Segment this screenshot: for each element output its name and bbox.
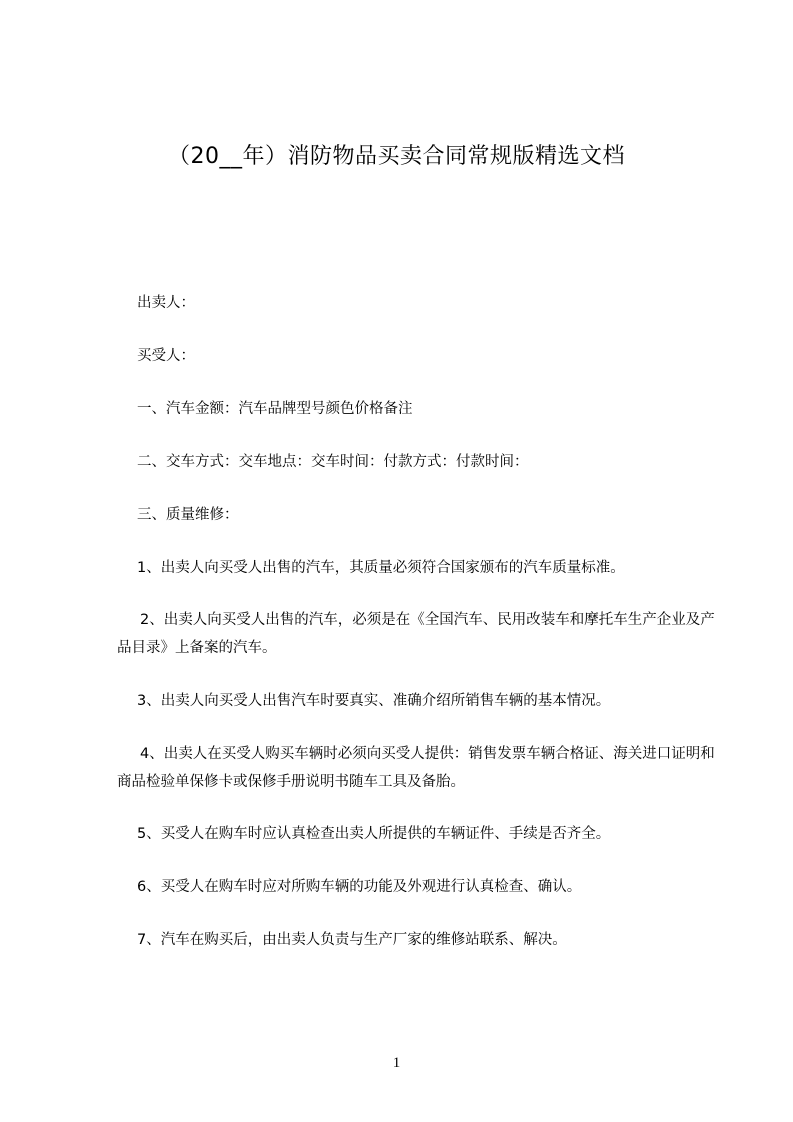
paragraph-buyer: 买受人： xyxy=(137,348,195,364)
paragraph-section-3: 三、质量维修： xyxy=(137,507,239,523)
paragraph-clause-2: 2、出卖人向买受人出售的汽车，必须是在《全国汽车、民用改装车和摩托车生产企业及产品目录》上备案的汽车。 xyxy=(117,612,715,656)
paragraph-clause-1: 1、出卖人向买受人出售的汽车，其质量必须符合国家颁布的汽车质量标准。 xyxy=(137,560,625,576)
paragraph-clause-3: 3、出卖人向买受人出售汽车时要真实、准确介绍所销售车辆的基本情况。 xyxy=(137,693,611,709)
paragraph-section-1: 一、汽车金额：汽车品牌型号颜色价格备注 xyxy=(137,401,413,417)
page-number: 1 xyxy=(392,1055,401,1071)
paragraph-clause-4: 4、出卖人在买受人购买车辆时必须向买受人提供：销售发票车辆合格证、海关进口证明和商品检验单保修卡或保修手册说明书随车工具及备胎。 xyxy=(117,746,715,790)
document-title: （20__年）消防物品买卖合同常规版精选文档 xyxy=(168,144,625,169)
paragraph-clause-7: 7、汽车在购买后，由出卖人负责与生产厂家的维修站联系、解决。 xyxy=(137,932,567,948)
paragraph-clause-5: 5、买受人在购车时应认真检查出卖人所提供的车辆证件、手续是否齐全。 xyxy=(137,826,611,842)
paragraph-seller: 出卖人： xyxy=(137,295,195,311)
paragraph-section-2: 二、交车方式：交车地点：交车时间：付款方式：付款时间： xyxy=(137,454,529,470)
paragraph-clause-6: 6、买受人在购车时应对所购车辆的功能及外观进行认真检查、确认。 xyxy=(137,879,582,895)
